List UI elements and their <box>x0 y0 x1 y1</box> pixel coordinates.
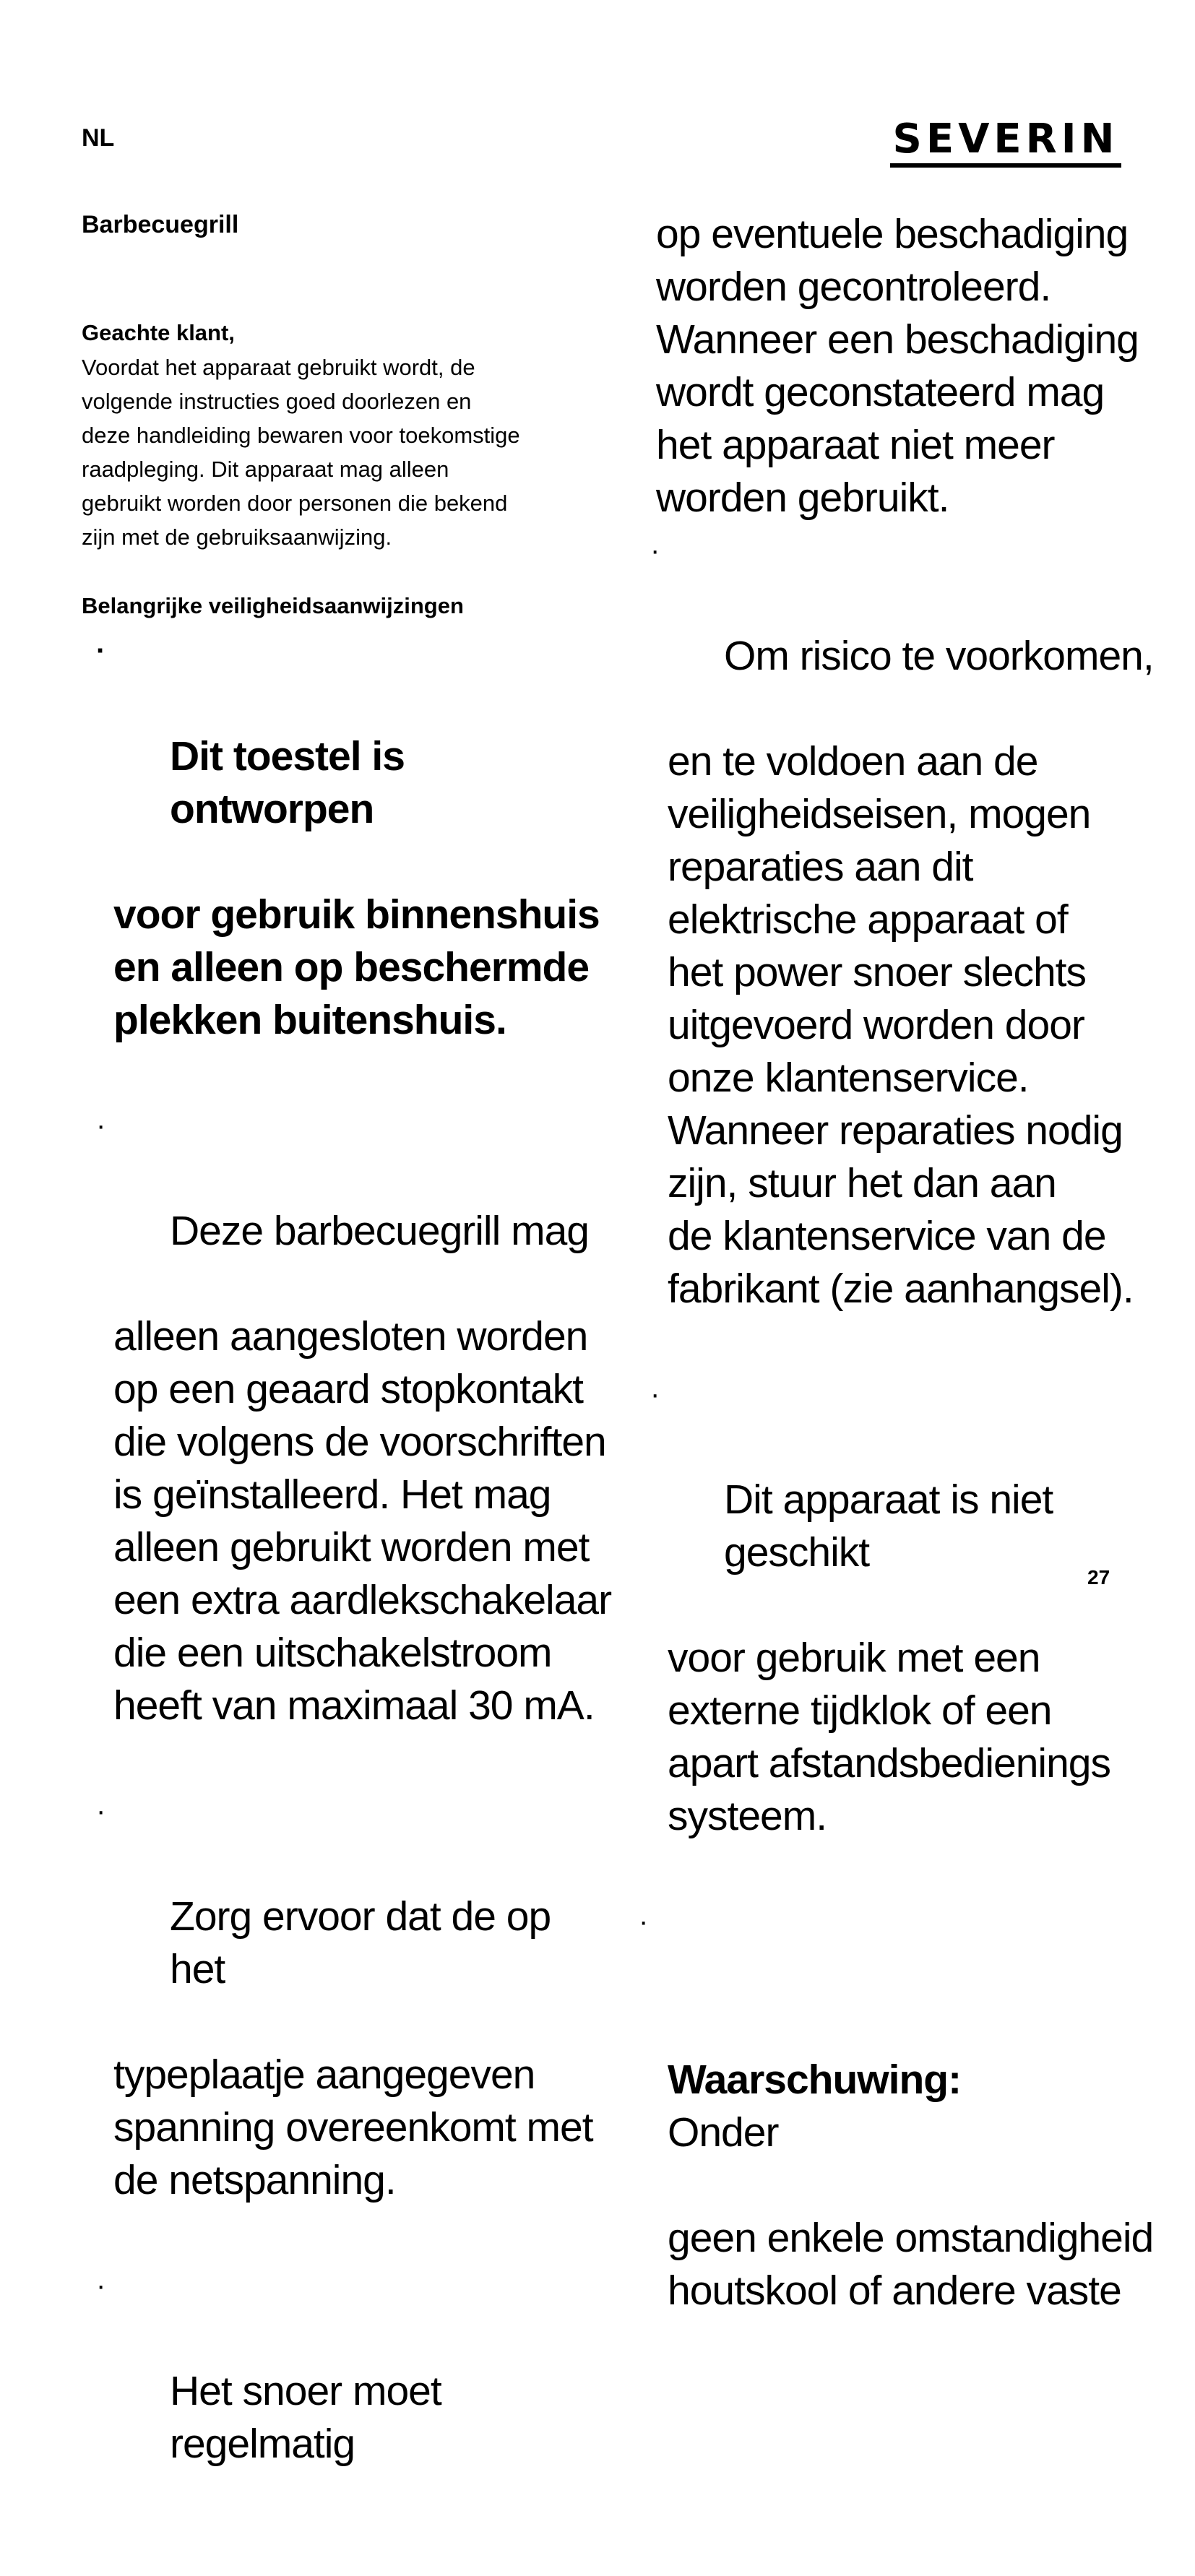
safety-item-first-line: Om risico te voorkomen, <box>724 633 1154 679</box>
warning-first-line: Onder <box>668 2109 779 2156</box>
right-column <box>636 208 1170 2370</box>
page-number: 27 <box>1087 1566 1110 1589</box>
bullet-icon: · <box>96 2270 105 2301</box>
safety-item-first-line: Dit apparaat is niet geschikt <box>724 1477 1053 1576</box>
safety-item-text: typeplaatje aangegeven spanning overeenkomt met de netspanning. <box>113 2052 593 2203</box>
safety-item <box>636 524 1170 1368</box>
greeting: Geachte klant, <box>82 320 235 345</box>
safety-item-text: alleen aangesloten worden op een geaard stopkontakt die volgens de voorschriften is geïnstalleerd. Het mag alleen gebruikt worden met een extra aardlekschakelaar die een uitschakelstroom heeft van maximaal 30 mA. <box>113 1313 612 1729</box>
brand-logo: SEVERIN <box>892 116 1119 163</box>
bullet-icon: · <box>96 1110 105 1141</box>
safety-item-first-line: Het snoer moet regelmatig <box>170 2368 441 2467</box>
left-column <box>82 211 616 2576</box>
safety-item-text: voor gebruik binnenshuis en alleen op beschermde plekken buitenshuis. <box>113 891 600 1043</box>
bullet-icon: · <box>650 1378 660 1410</box>
safety-item <box>82 2260 616 2576</box>
document-title: Barbecuegrill <box>82 211 239 238</box>
brand-underline <box>890 163 1121 168</box>
safety-heading: Belangrijke veiligheidsaanwijzingen <box>82 593 464 618</box>
safety-item-text: en te voldoen aan de veiligheidseisen, mogen reparaties aan dit elektrische apparaat of het power snoer slechts uitgevoerd worden door onze klantenservice. Wanneer reparaties nodig zijn, stuur het dan aan de klantenservice van de fabrikant (zie aanhangsel). <box>668 738 1134 1312</box>
warning-item <box>636 1896 1170 2370</box>
safety-item <box>82 1099 616 1785</box>
safety-item <box>82 1785 616 2260</box>
bullet-icon: · <box>96 635 105 667</box>
language-code: NL <box>82 124 115 152</box>
bullet-icon: · <box>639 1906 648 1937</box>
bullet-icon: · <box>96 1795 105 1827</box>
bullet-icon: · <box>650 535 660 566</box>
safety-item-text: voor gebruik met een externe tijdklok of een apart afstandsbedienings systeem. <box>668 1635 1110 1839</box>
continuation-text: op eventuele beschadiging worden gecontroleerd. Wanneer een beschadiging wordt geconstateerd mag het apparaat niet meer worden gebruikt. <box>656 211 1139 521</box>
safety-item <box>82 625 616 1099</box>
safety-item-first-line: Dit toestel is ontworpen <box>170 733 405 832</box>
safety-item <box>636 1368 1170 1896</box>
safety-item-first-line: Zorg ervoor dat de op het <box>170 1893 551 1992</box>
warning-text: geen enkele omstandigheid houtskool of andere vaste <box>668 2215 1154 2314</box>
intro-paragraph: Voordat het apparaat gebruikt wordt, de volgende instructies goed doorlezen en deze handleiding bewaren voor toekomstige raadpleging. Dit apparaat mag alleen gebruikt worden door personen die bekend zijn met de gebruiksaanwijzing. <box>82 355 520 550</box>
safety-item-first-line: Deze barbecuegrill mag <box>170 1208 589 1254</box>
warning-label: Waarschuwing: <box>668 2057 962 2103</box>
